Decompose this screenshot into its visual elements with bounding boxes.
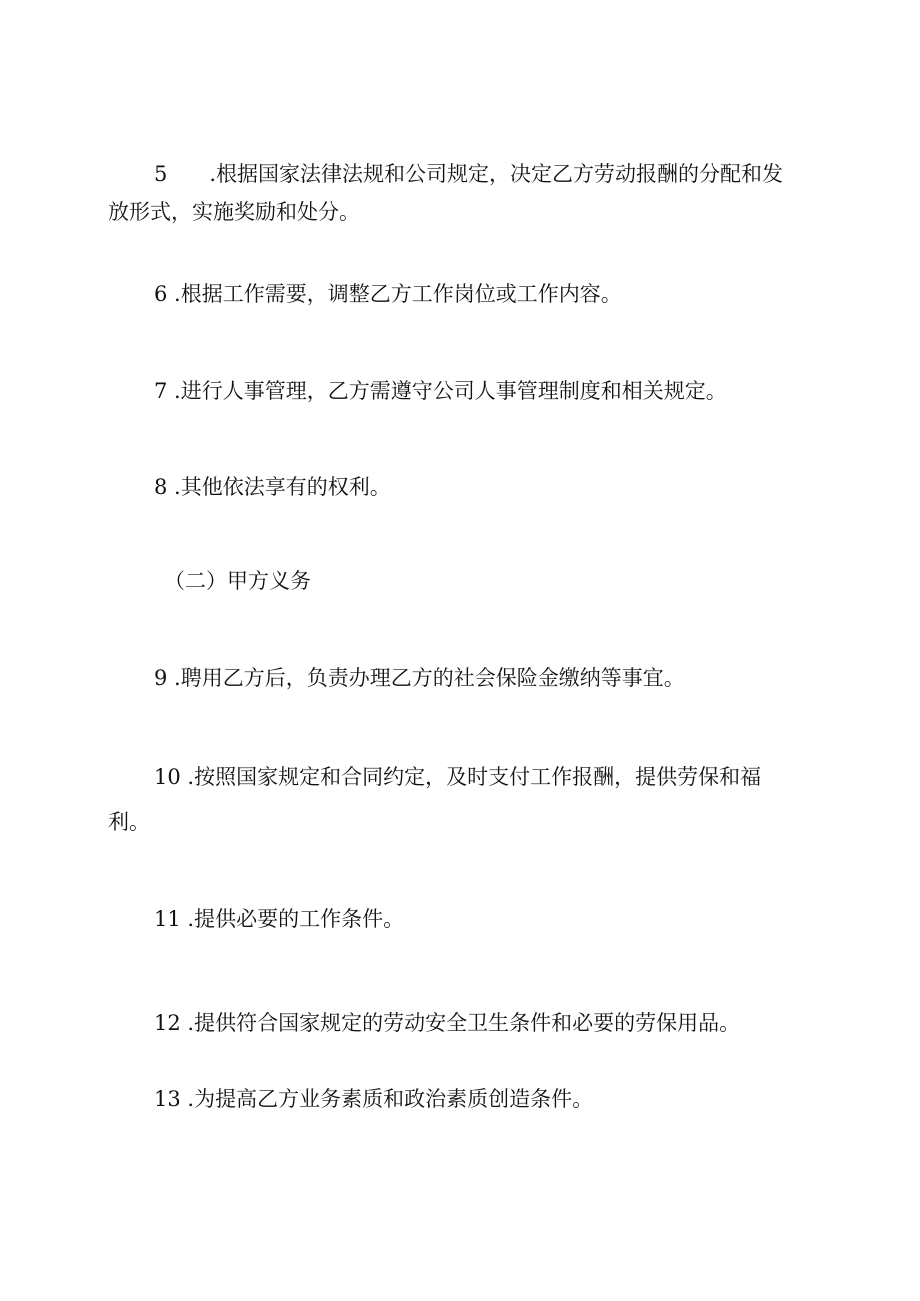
clause-separator: .: [180, 1011, 195, 1035]
clause-text: 其他依法享有的权利。: [180, 475, 391, 499]
clause-text: 提供必要的工作条件。: [194, 907, 405, 931]
clause-number: 12: [154, 1011, 181, 1035]
clause-8: [108, 468, 820, 506]
clause-text: 按照国家规定和合同约定，及时支付工作报酬，提供劳保和福: [194, 765, 762, 789]
clause-text: 根据工作需要，调整乙方工作岗位或工作内容。: [180, 282, 622, 306]
clause-6: [108, 275, 820, 313]
clause-separator: .: [167, 379, 181, 403]
clause-separator: .: [167, 475, 181, 499]
clause-5: [108, 155, 820, 231]
clause-number: 6: [154, 282, 168, 306]
clause-number: 8: [154, 475, 168, 499]
clause-10: [108, 755, 820, 845]
clause-5-line-1: [108, 155, 820, 193]
clause-number: 10: [154, 765, 181, 789]
clause-text: 根据国家法律法规和公司规定，决定乙方劳动报酬的分配和发: [216, 162, 784, 186]
clause-separator: .: [167, 162, 217, 186]
clause-7: [108, 372, 820, 410]
clause-10-line-2: 利。: [108, 810, 150, 834]
clause-separator: .: [167, 282, 181, 306]
clause-text: 提供符合国家规定的劳动安全卫生条件和必要的劳保用品。: [194, 1011, 741, 1035]
clause-separator: .: [180, 907, 195, 931]
clause-number: 11: [154, 907, 181, 931]
section-heading: （二）甲方义务: [164, 569, 311, 593]
clause-text: 进行人事管理，乙方需遵守公司人事管理制度和相关规定。: [180, 379, 727, 403]
clause-number: 9: [154, 666, 168, 690]
clause-separator: .: [180, 1087, 195, 1111]
clause-number: 13: [154, 1087, 181, 1111]
clause-text: 为提高乙方业务素质和政治素质创造条件。: [194, 1087, 594, 1111]
clause-separator: .: [167, 666, 181, 690]
clause-5-line-2: 放形式，实施奖励和处分。: [108, 200, 360, 224]
clause-number: 5: [154, 162, 168, 186]
clause-11: [108, 900, 820, 938]
clause-separator: .: [180, 765, 195, 789]
clause-text: 聘用乙方后，负责办理乙方的社会保险金缴纳等事宜。: [180, 666, 685, 690]
clause-number: 7: [154, 379, 168, 403]
clause-9: [108, 659, 820, 697]
clause-13: [108, 1080, 820, 1118]
clause-12: [108, 1004, 820, 1042]
